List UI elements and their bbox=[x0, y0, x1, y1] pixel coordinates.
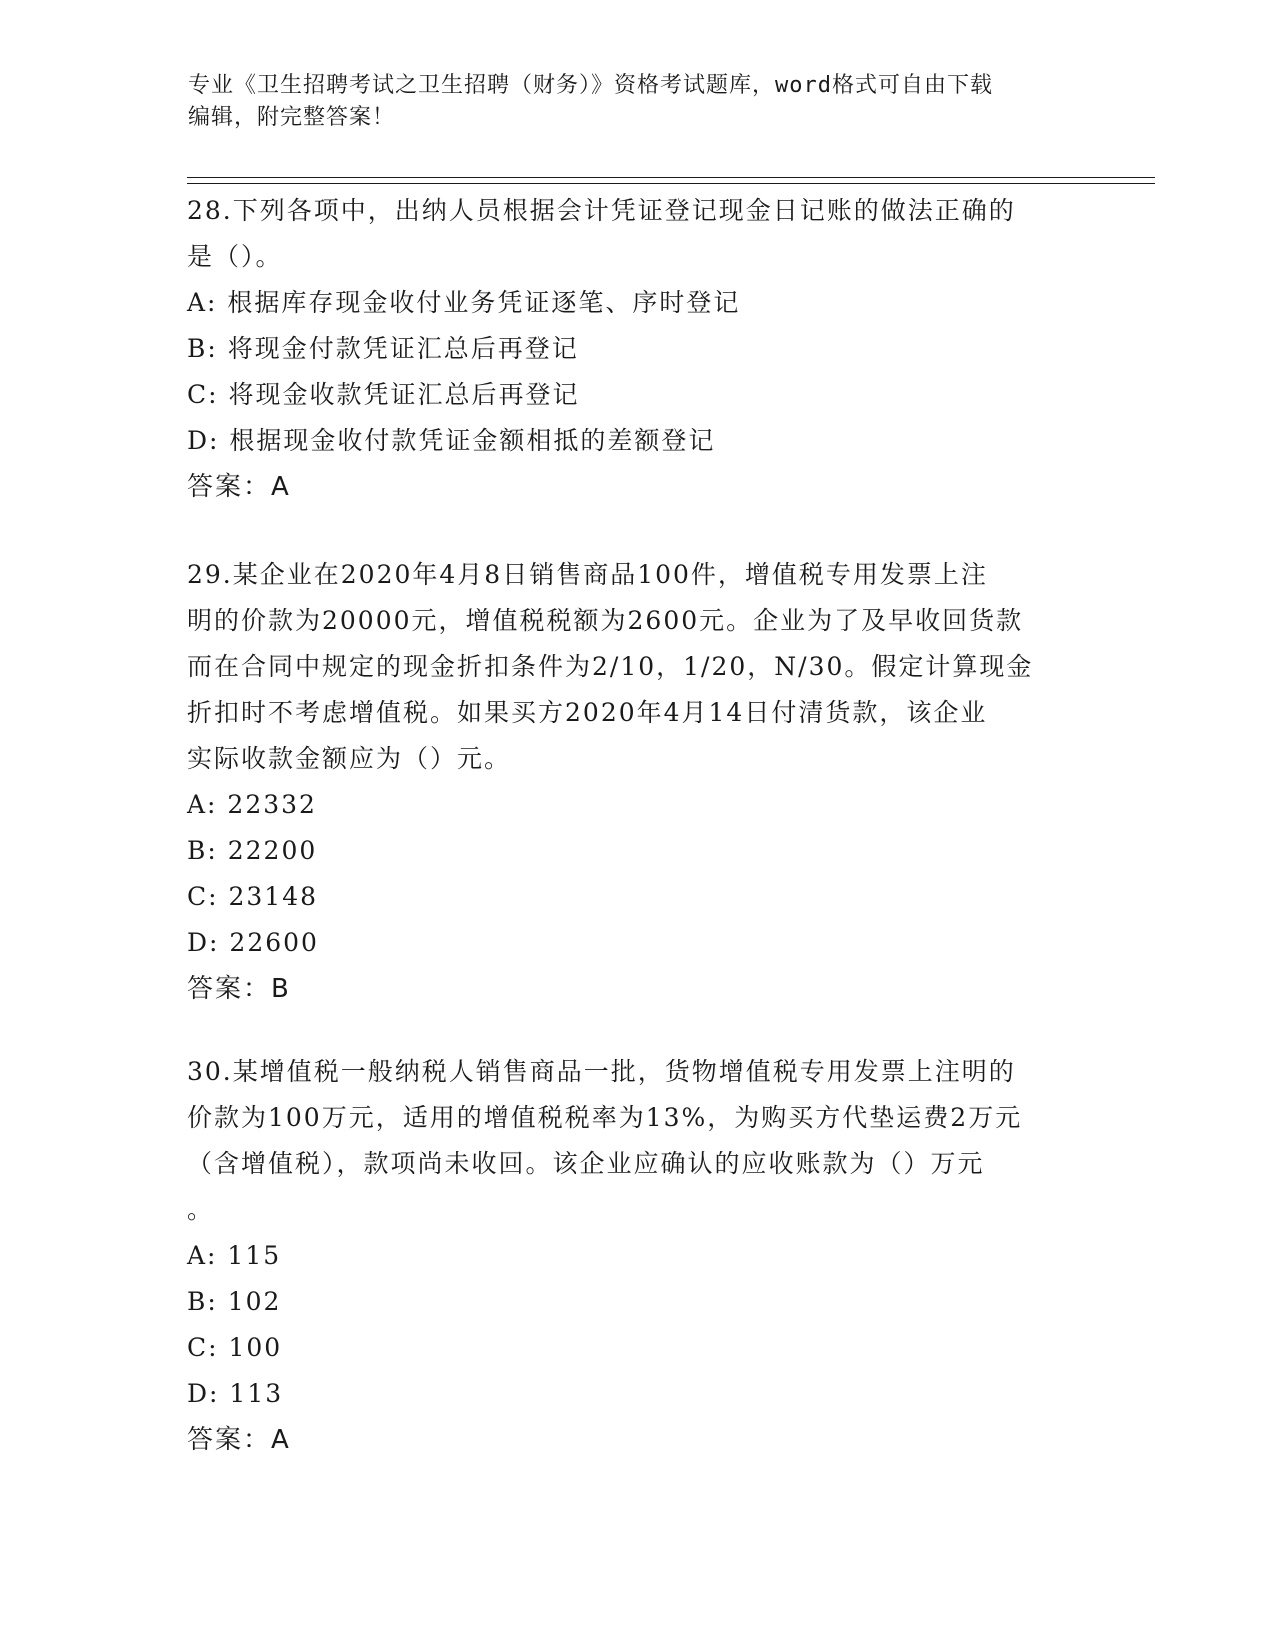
question-stem-line: 。 bbox=[187, 1195, 215, 1224]
header-note-line-2: 编辑，附完整答案！ bbox=[188, 105, 396, 130]
answer-line: 答案：A bbox=[187, 1425, 291, 1455]
option-b: B: 22200 bbox=[187, 836, 318, 865]
answer-line: 答案：B bbox=[187, 974, 291, 1004]
answer-line: 答案：A bbox=[187, 472, 291, 502]
header-note-line-1: 专业《卫生招聘考试之卫生招聘（财务）》资格考试题库，word格式可自由下载 bbox=[188, 73, 993, 98]
question-stem-line: 实际收款金额应为（）元。 bbox=[187, 744, 512, 773]
question-stem-line: 价款为100万元，适用的增值税税率为13%，为购买方代垫运费2万元 bbox=[187, 1103, 1023, 1132]
question-29 bbox=[187, 552, 1087, 1012]
document-header-note bbox=[188, 70, 1088, 134]
option-a: A: 115 bbox=[187, 1241, 282, 1270]
option-b: B: 102 bbox=[187, 1287, 282, 1316]
question-stem-line: 是（）。 bbox=[187, 242, 283, 271]
option-c: C: 23148 bbox=[187, 882, 319, 911]
option-d: D: 22600 bbox=[187, 928, 319, 957]
question-stem-line: 28.下列各项中，出纳人员根据会计凭证登记现金日记账的做法正确的 bbox=[187, 196, 1016, 225]
question-stem-line: （含增值税），款项尚未收回。该企业应确认的应收账款为（）万元 bbox=[187, 1149, 985, 1178]
header-divider-top bbox=[187, 177, 1155, 178]
option-d: D: 根据现金收付款凭证金额相抵的差额登记 bbox=[187, 426, 716, 455]
question-28 bbox=[187, 188, 1087, 510]
question-stem bbox=[187, 1049, 1087, 1233]
question-stem-line: 明的价款为20000元，增值税税额为2600元。企业为了及早收回货款 bbox=[187, 606, 1024, 635]
question-30 bbox=[187, 1049, 1087, 1463]
option-c: C: 100 bbox=[187, 1333, 283, 1362]
header-divider-bottom bbox=[187, 183, 1155, 184]
option-d: D: 113 bbox=[187, 1379, 284, 1408]
question-stem-line: 折扣时不考虑增值税。如果买方2020年4月14日付清货款，该企业 bbox=[187, 698, 988, 727]
question-stem bbox=[187, 188, 1087, 280]
question-stem-line: 29.某企业在2020年4月8日销售商品100件，增值税专用发票上注 bbox=[187, 560, 988, 589]
option-a: A: 22332 bbox=[187, 790, 317, 819]
question-stem-line: 而在合同中规定的现金折扣条件为2/10，1/20，N/30。假定计算现金 bbox=[187, 652, 1034, 681]
question-stem-line: 30.某增值税一般纳税人销售商品一批，货物增值税专用发票上注明的 bbox=[187, 1057, 1016, 1086]
option-c: C: 将现金收款凭证汇总后再登记 bbox=[187, 380, 580, 409]
option-a: A: 根据库存现金收付业务凭证逐笔、序时登记 bbox=[187, 288, 741, 317]
option-b: B: 将现金付款凭证汇总后再登记 bbox=[187, 334, 579, 363]
question-stem bbox=[187, 552, 1087, 782]
